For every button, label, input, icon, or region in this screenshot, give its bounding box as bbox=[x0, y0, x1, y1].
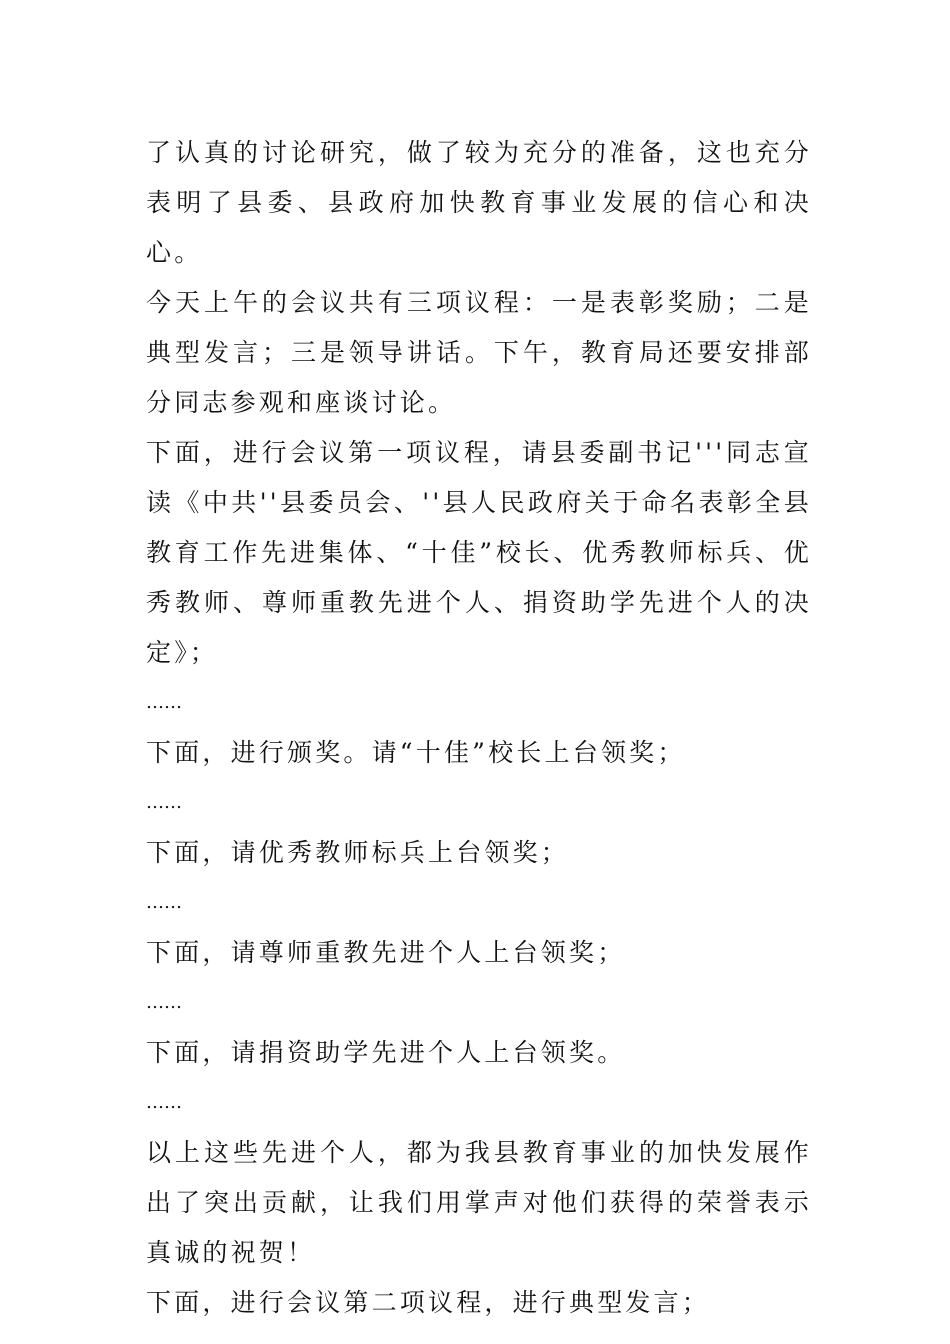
paragraph-congratulations: 以上这些先进个人，都为我县教育事业的加快发展作出了突出贡献，让我们用掌声对他们获得的荣誉表示真诚的祝贺！ bbox=[146, 1138, 812, 1267]
ellipsis-5: …… bbox=[146, 1092, 182, 1113]
paragraph-second-item: 下面，进行会议第二项议程，进行典型发言； bbox=[146, 1288, 711, 1317]
paragraph-award-donors: 下面，请捐资助学先进个人上台领奖。 bbox=[146, 1038, 626, 1067]
ellipsis-3: …… bbox=[146, 892, 182, 913]
paragraph-agenda: 今天上午的会议共有三项议程：一是表彰奖励；二是典型发言；三是领导讲话。下午，教育局还要安排部分同志参观和座谈讨论。 bbox=[146, 288, 812, 417]
ellipsis-2: …… bbox=[146, 792, 182, 813]
paragraph-preparation: 了认真的讨论研究，做了较为充分的准备，这也充分表明了县委、县政府加快教育事业发展的信心和决心。 bbox=[146, 138, 812, 267]
ellipsis-1: …… bbox=[146, 692, 182, 713]
paragraph-award-principals: 下面，进行颁奖。请“十佳”校长上台领奖； bbox=[146, 738, 686, 767]
ellipsis-4: …… bbox=[146, 992, 182, 1013]
paragraph-award-model-teachers: 下面，请优秀教师标兵上台领奖； bbox=[146, 838, 570, 867]
paragraph-award-respect-teachers: 下面，请尊师重教先进个人上台领奖； bbox=[146, 938, 626, 967]
document-page bbox=[146, 128, 812, 1328]
paragraph-first-item: 下面，进行会议第一项议程，请县委副书记'''同志宣读《中共''县委员会、''县人民政府关于命名表彰全县教育工作先进集体、“十佳”校长、优秀教师标兵、优秀教师、尊师重教先进个人、捐资助学先进个人的决定》； bbox=[146, 438, 812, 667]
